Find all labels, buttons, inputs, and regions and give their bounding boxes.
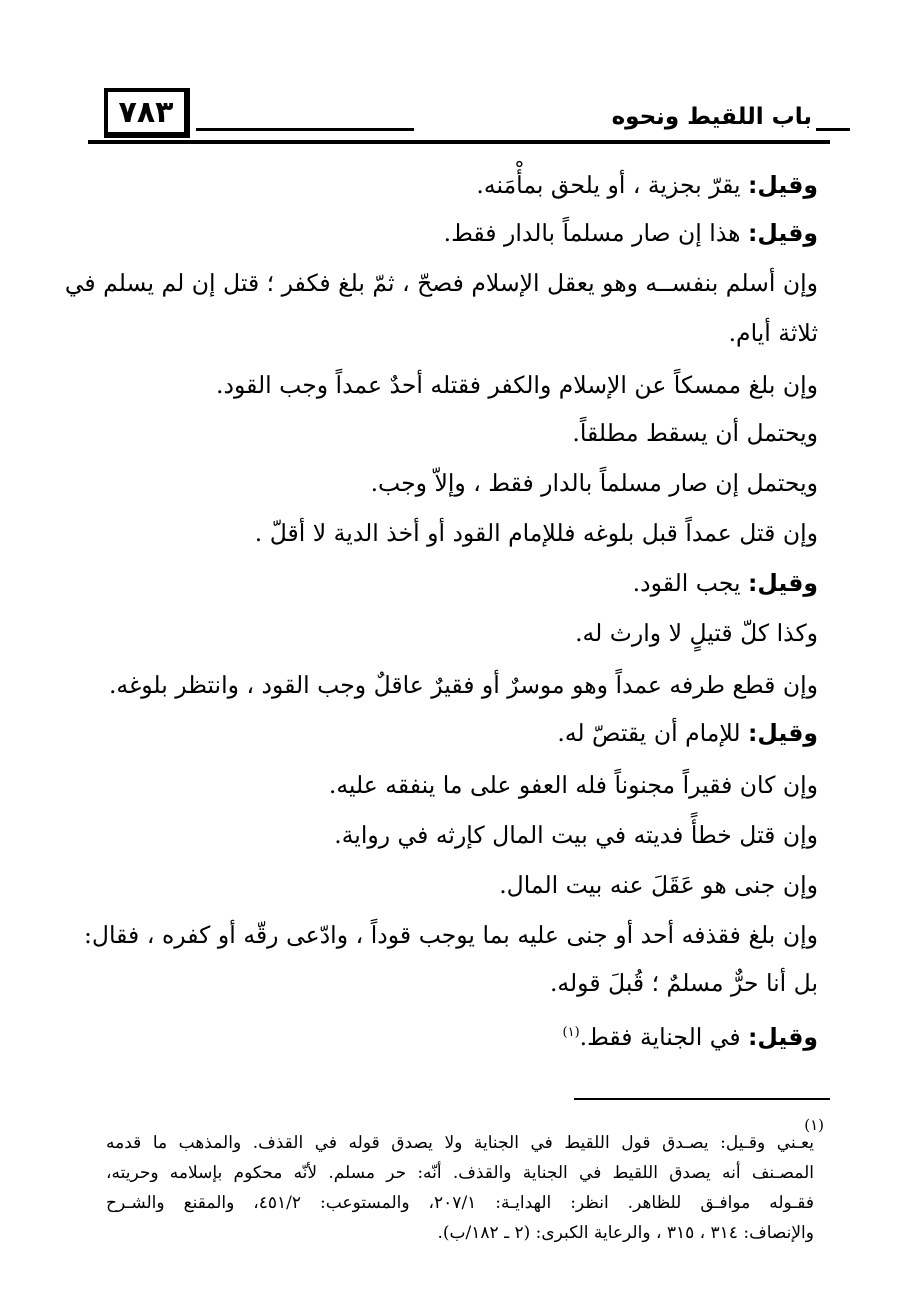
text-line: بل أنا حرٌّ مسلمٌ ؛ قُبلَ قوله. bbox=[549, 969, 818, 997]
text-line: وإن جنى هو عَقَلَ عنه بيت المال. bbox=[499, 871, 818, 899]
text-line: وإن بلغ فقذفه أحد أو جنى عليه بما يوجب قوداً ، وادّعى رقّه أو كفره ، فقال: bbox=[84, 921, 818, 949]
footnote-marker: (١) bbox=[804, 1116, 824, 1134]
text-line: وقيل: يقرّ بجزية ، أو يلحق بمأْمَنه. bbox=[476, 171, 818, 199]
header-rule bbox=[88, 140, 830, 144]
footnote-reference[interactable]: (١) bbox=[562, 1025, 580, 1040]
text-line: وقيل: في الجناية فقط.$^{(١)}$ bbox=[562, 1022, 818, 1051]
text-line: وإن قتل خطأً فديته في بيت المال كإرثه في رواية. bbox=[334, 821, 818, 849]
text-line: ويحتمل أن يسقط مطلقاً. bbox=[572, 419, 818, 447]
footnote-line: المصـنف أنه يصدق اللقيط في الجناية والقذف. أنّه: حر مسلم. لأنّه محكوم بإسلامه وحريته، bbox=[106, 1163, 814, 1183]
text-line: وإن بلغ ممسكاً عن الإسلام والكفر فقتله أحدٌ عمداً وجب القود. bbox=[216, 371, 818, 399]
text-line: وكذا كلّ قتيلٍ لا وارث له. bbox=[575, 619, 818, 647]
title-dash-decoration bbox=[196, 128, 414, 131]
text-line: وإن قتل عمداً قبل بلوغه فللإمام القود أو أخذ الدية لا أقلّ . bbox=[254, 519, 818, 547]
title-dash-decoration bbox=[816, 128, 850, 131]
footnote-line: فقـوله موافـق للظاهر. انظر: الهدايـة: ٢٠٧/١، والمستوعب: ٤٥١/٢، والمقنع والشـرح bbox=[106, 1193, 814, 1213]
text-line: ثلاثة أيام. bbox=[728, 319, 818, 347]
text-line: وقيل: للإمام أن يقتصّ له. bbox=[557, 719, 818, 747]
text-line: وإن قطع طرفه عمداً وهو موسرٌ أو فقيرٌ عاقلٌ وجب القود ، وانتظر بلوغه. bbox=[108, 671, 818, 699]
page-number: ٧٨٣ bbox=[104, 88, 190, 138]
text-line: وقيل: هذا إن صار مسلماً بالدار فقط. bbox=[443, 219, 818, 247]
text-line: وقيل: يجب القود. bbox=[632, 569, 818, 597]
chapter-title: باب اللقيط ونحوه bbox=[611, 104, 812, 130]
text-line: ويحتمل إن صار مسلماً بالدار فقط ، وإلاّ وجب. bbox=[370, 469, 818, 497]
text-line: وإن كان فقيراً مجنوناً فله العفو على ما ينفقه عليه. bbox=[328, 771, 818, 799]
text-line: وإن أسلم بنفســه وهو يعقل الإسلام فصحّ ، ثمّ بلغ فكفر ؛ قتل إن لم يسلم في bbox=[64, 269, 818, 297]
footnote-rule bbox=[574, 1098, 830, 1100]
footnote-line: يعـني وقـيل: يصـدق قول اللقيط في الجناية ولا يصدق قوله في القذف. والمذهب ما قدمه bbox=[106, 1133, 814, 1153]
footnote-line: والإنصاف: ٣١٤ ، ٣١٥ ، والرعاية الكبرى: (٢ ـ ١٨٢/ب). bbox=[437, 1223, 814, 1243]
